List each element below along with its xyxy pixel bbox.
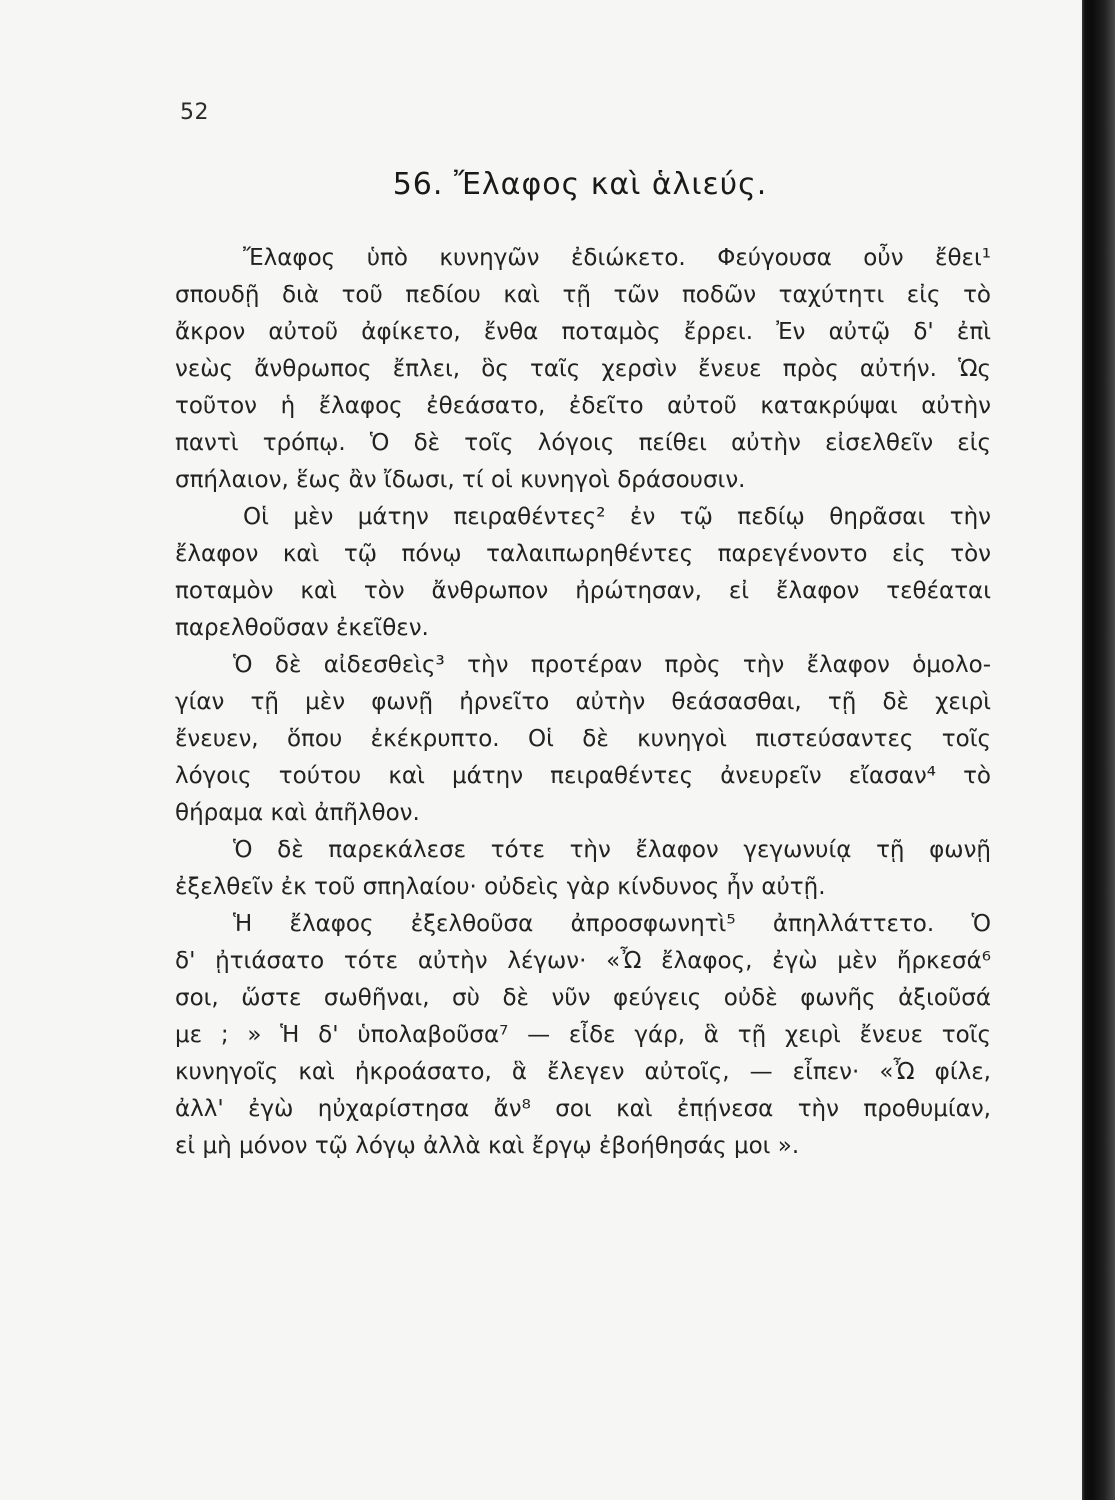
fable-title: 56. Ἔλαφος καὶ ἁλιεύς. bbox=[392, 167, 768, 202]
text-line: θήραμα καὶ ἀπῆλθον. bbox=[175, 800, 420, 826]
text-line: κυνηγοῖς καὶ ἠκροάσατο, ἃ ἔλεγεν αὐτοῖς, — εἶπεν· «Ὦ φίλε, bbox=[175, 1059, 991, 1085]
text-line: ἀλλ' ἐγὼ ηὐχαρίστησα ἄν⁸ σοι καὶ ἐπῄνεσα τὴν προθυμίαν, bbox=[175, 1096, 991, 1122]
text-line: ἐξελθεῖν ἐκ τοῦ σπηλαίου· οὐδεὶς γὰρ κίνδυνος ἦν αὐτῇ. bbox=[175, 874, 826, 900]
text-line: Οἱ μὲν μάτην πειραθέντες² ἐν τῷ πεδίῳ θηρᾶσαι τὴν bbox=[243, 504, 991, 530]
text-line: Ὁ δὲ παρεκάλεσε τότε τὴν ἔλαφον γεγωνυίᾳ τῇ φωνῇ bbox=[233, 837, 991, 863]
text-line: παντὶ τρόπῳ. Ὁ δὲ τοῖς λόγοις πείθει αὐτὴν εἰσελθεῖν εἰς bbox=[175, 430, 991, 456]
text-line: δ' ᾐτιάσατο τότε αὐτὴν λέγων· «Ὦ ἔλαφος, ἐγὼ μὲν ἤρκεσά⁶ bbox=[175, 948, 991, 974]
text-line: με ; » Ἡ δ' ὑπολαβοῦσα⁷ — εἶδε γάρ, ἃ τῇ χειρὶ ἔνευε τοῖς bbox=[175, 1022, 991, 1048]
text-line: γίαν τῇ μὲν φωνῇ ἠρνεῖτο αὐτὴν θεάσασθαι, τῇ δὲ χειρὶ bbox=[175, 689, 991, 715]
text-line: σπήλαιον, ἕως ἂν ἴδωσι, τί οἱ κυνηγοὶ δράσουσιν. bbox=[175, 467, 746, 493]
text-line: Ἡ ἔλαφος ἐξελθοῦσα ἀπροσφωνητὶ⁵ ἀπηλλάττετο. Ὁ bbox=[233, 911, 991, 937]
text-line: ποταμὸν καὶ τὸν ἄνθρωπον ἠρώτησαν, εἰ ἔλαφον τεθέαται bbox=[175, 578, 991, 604]
text-line: ἔλαφον καὶ τῷ πόνῳ ταλαιπωρηθέντες παρεγένοντο εἰς τὸν bbox=[175, 541, 991, 567]
text-line: ἄκρον αὐτοῦ ἀφίκετο, ἔνθα ποταμὸς ἔρρει. Ἐν αὐτῷ δ' ἐπὶ bbox=[175, 319, 991, 345]
text-line: λόγοις τούτου καὶ μάτην πειραθέντες ἀνευρεῖν εἴασαν⁴ τὸ bbox=[175, 763, 991, 789]
text-line: παρελθοῦσαν ἐκεῖθεν. bbox=[175, 615, 429, 641]
text-line: Ἔλαφος ὑπὸ κυνηγῶν ἐδιώκετο. Φεύγουσα οὖν ἔθει¹ bbox=[243, 245, 991, 271]
book-spine-shadow bbox=[1082, 0, 1115, 1500]
text-line: Ὁ δὲ αἰδεσθεὶς³ τὴν προτέραν πρὸς τὴν ἔλαφον ὁμολο- bbox=[233, 652, 991, 678]
text-line: εἰ μὴ μόνον τῷ λόγῳ ἀλλὰ καὶ ἔργῳ ἐβοήθησάς μοι ». bbox=[175, 1133, 800, 1159]
page-number: 52 bbox=[180, 100, 209, 125]
text-line: σοι, ὥστε σωθῆναι, σὺ δὲ νῦν φεύγεις οὐδὲ φωνῆς ἀξιοῦσά bbox=[175, 985, 991, 1011]
text-line: σπουδῇ διὰ τοῦ πεδίου καὶ τῇ τῶν ποδῶν ταχύτητι εἰς τὸ bbox=[175, 282, 991, 308]
text-line: τοῦτον ἡ ἔλαφος ἐθεάσατο, ἐδεῖτο αὐτοῦ κατακρύψαι αὐτὴν bbox=[175, 393, 991, 419]
text-line: ἔνευεν, ὅπου ἐκέκρυπτο. Οἱ δὲ κυνηγοὶ πιστεύσαντες τοῖς bbox=[175, 726, 991, 752]
fable-text bbox=[175, 240, 991, 1165]
text-line: νεὼς ἄνθρωπος ἔπλει, ὃς ταῖς χερσὶν ἔνευε πρὸς αὐτήν. Ὡς bbox=[175, 356, 991, 382]
